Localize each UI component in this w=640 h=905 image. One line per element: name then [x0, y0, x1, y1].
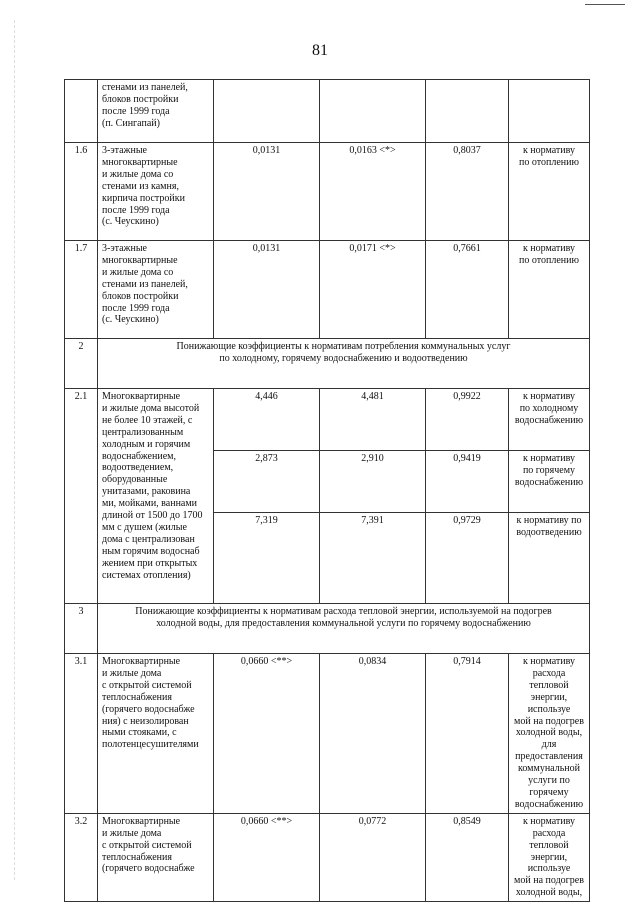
row-number: 3.1 — [65, 654, 98, 814]
value-cell: 0,0834 — [320, 654, 426, 814]
row-number — [65, 80, 98, 143]
scan-margin-marks — [14, 20, 15, 880]
table-row — [65, 654, 590, 814]
table-row — [65, 389, 590, 451]
value-cell: 2,910 — [320, 451, 426, 513]
note-cell — [509, 80, 590, 143]
value-cell: 0,0131 — [214, 241, 320, 339]
row-number: 1.7 — [65, 241, 98, 339]
row-number: 1.6 — [65, 143, 98, 241]
row-number: 3.2 — [65, 813, 98, 901]
table-row — [65, 80, 590, 143]
value-cell: 0,8037 — [426, 143, 509, 241]
note-cell: к нормативу по холодному водоснабжению — [509, 389, 590, 451]
row-description: Многоквартирные и жилые дома с открытой системой теплоснабжения (горячего водоснабже — [98, 813, 214, 901]
section-number: 2 — [65, 339, 98, 389]
value-cell: 0,8549 — [426, 813, 509, 901]
section-title: Понижающие коэффициенты к нормативам потребления коммунальных услуг по холодному, горячему водоснабжению и водоотведению — [98, 339, 590, 389]
value-cell — [426, 80, 509, 143]
value-cell — [214, 80, 320, 143]
row-description: Многоквартирные и жилые дома высотой не более 10 этажей, с централизованным холодным и горячим водоснабжением, водоотведением, оборудованные унитазами, раковина ми, мойками, ваннами длиной от 1500 до 1700 мм с душем (жилые дома с централизован ным горячим водоснаб жением при открытых системах отопления) — [98, 389, 214, 604]
table-row — [65, 813, 590, 901]
note-cell: к нормативу расхода тепловой энергии, используе мой на подогрев холодной воды, для предоставления коммунальной услуги по горячему водоснабжению — [509, 654, 590, 814]
page-number: 81 — [312, 42, 328, 59]
note-cell: к нормативу по горячему водоснабжению — [509, 451, 590, 513]
row-number: 2.1 — [65, 389, 98, 604]
section-number: 3 — [65, 604, 98, 654]
value-cell: 2,873 — [214, 451, 320, 513]
row-description: 3-этажные многоквартирные и жилые дома со стенами из камня, кирпича постройки после 1999 года (с. Чеускино) — [98, 143, 214, 241]
row-description: 3-этажные многоквартирные и жилые дома со стенами из панелей, блоков постройки после 1999 года (с. Чеускино) — [98, 241, 214, 339]
section-header-row — [65, 339, 590, 389]
value-cell: 0,0660 <**> — [214, 654, 320, 814]
section-header-row — [65, 604, 590, 654]
value-cell: 4,446 — [214, 389, 320, 451]
value-cell: 0,9419 — [426, 451, 509, 513]
value-cell: 0,0163 <*> — [320, 143, 426, 241]
value-cell: 0,7661 — [426, 241, 509, 339]
value-cell: 0,0660 <**> — [214, 813, 320, 901]
note-cell: к нормативу по отоплению — [509, 143, 590, 241]
row-description: Многоквартирные и жилые дома с открытой системой теплоснабжения (горячего водоснабже ния) с неизолирован ными стояками, с полотенцесушителями — [98, 654, 214, 814]
row-description: стенами из панелей, блоков постройки после 1999 года (п. Сингапай) — [98, 80, 214, 143]
coefficients-table — [64, 79, 590, 902]
value-cell: 0,0131 — [214, 143, 320, 241]
value-cell: 0,7914 — [426, 654, 509, 814]
table-row — [65, 143, 590, 241]
value-cell: 7,319 — [214, 513, 320, 604]
note-cell: к нормативу расхода тепловой энергии, используе мой на подогрев холодной воды, — [509, 813, 590, 901]
value-cell: 0,9729 — [426, 513, 509, 604]
note-cell: к нормативу по отоплению — [509, 241, 590, 339]
value-cell: 7,391 — [320, 513, 426, 604]
note-cell: к нормативу по водоотведению — [509, 513, 590, 604]
value-cell: 0,0171 <*> — [320, 241, 426, 339]
section-title: Понижающие коэффициенты к нормативам расхода тепловой энергии, используемой на подогрев холодной воды, для предоставления коммунальной услуги по горячему водоснабжению — [98, 604, 590, 654]
value-cell: 4,481 — [320, 389, 426, 451]
value-cell: 0,0772 — [320, 813, 426, 901]
top-edge-line — [585, 4, 625, 5]
value-cell — [320, 80, 426, 143]
table-row — [65, 241, 590, 339]
value-cell: 0,9922 — [426, 389, 509, 451]
